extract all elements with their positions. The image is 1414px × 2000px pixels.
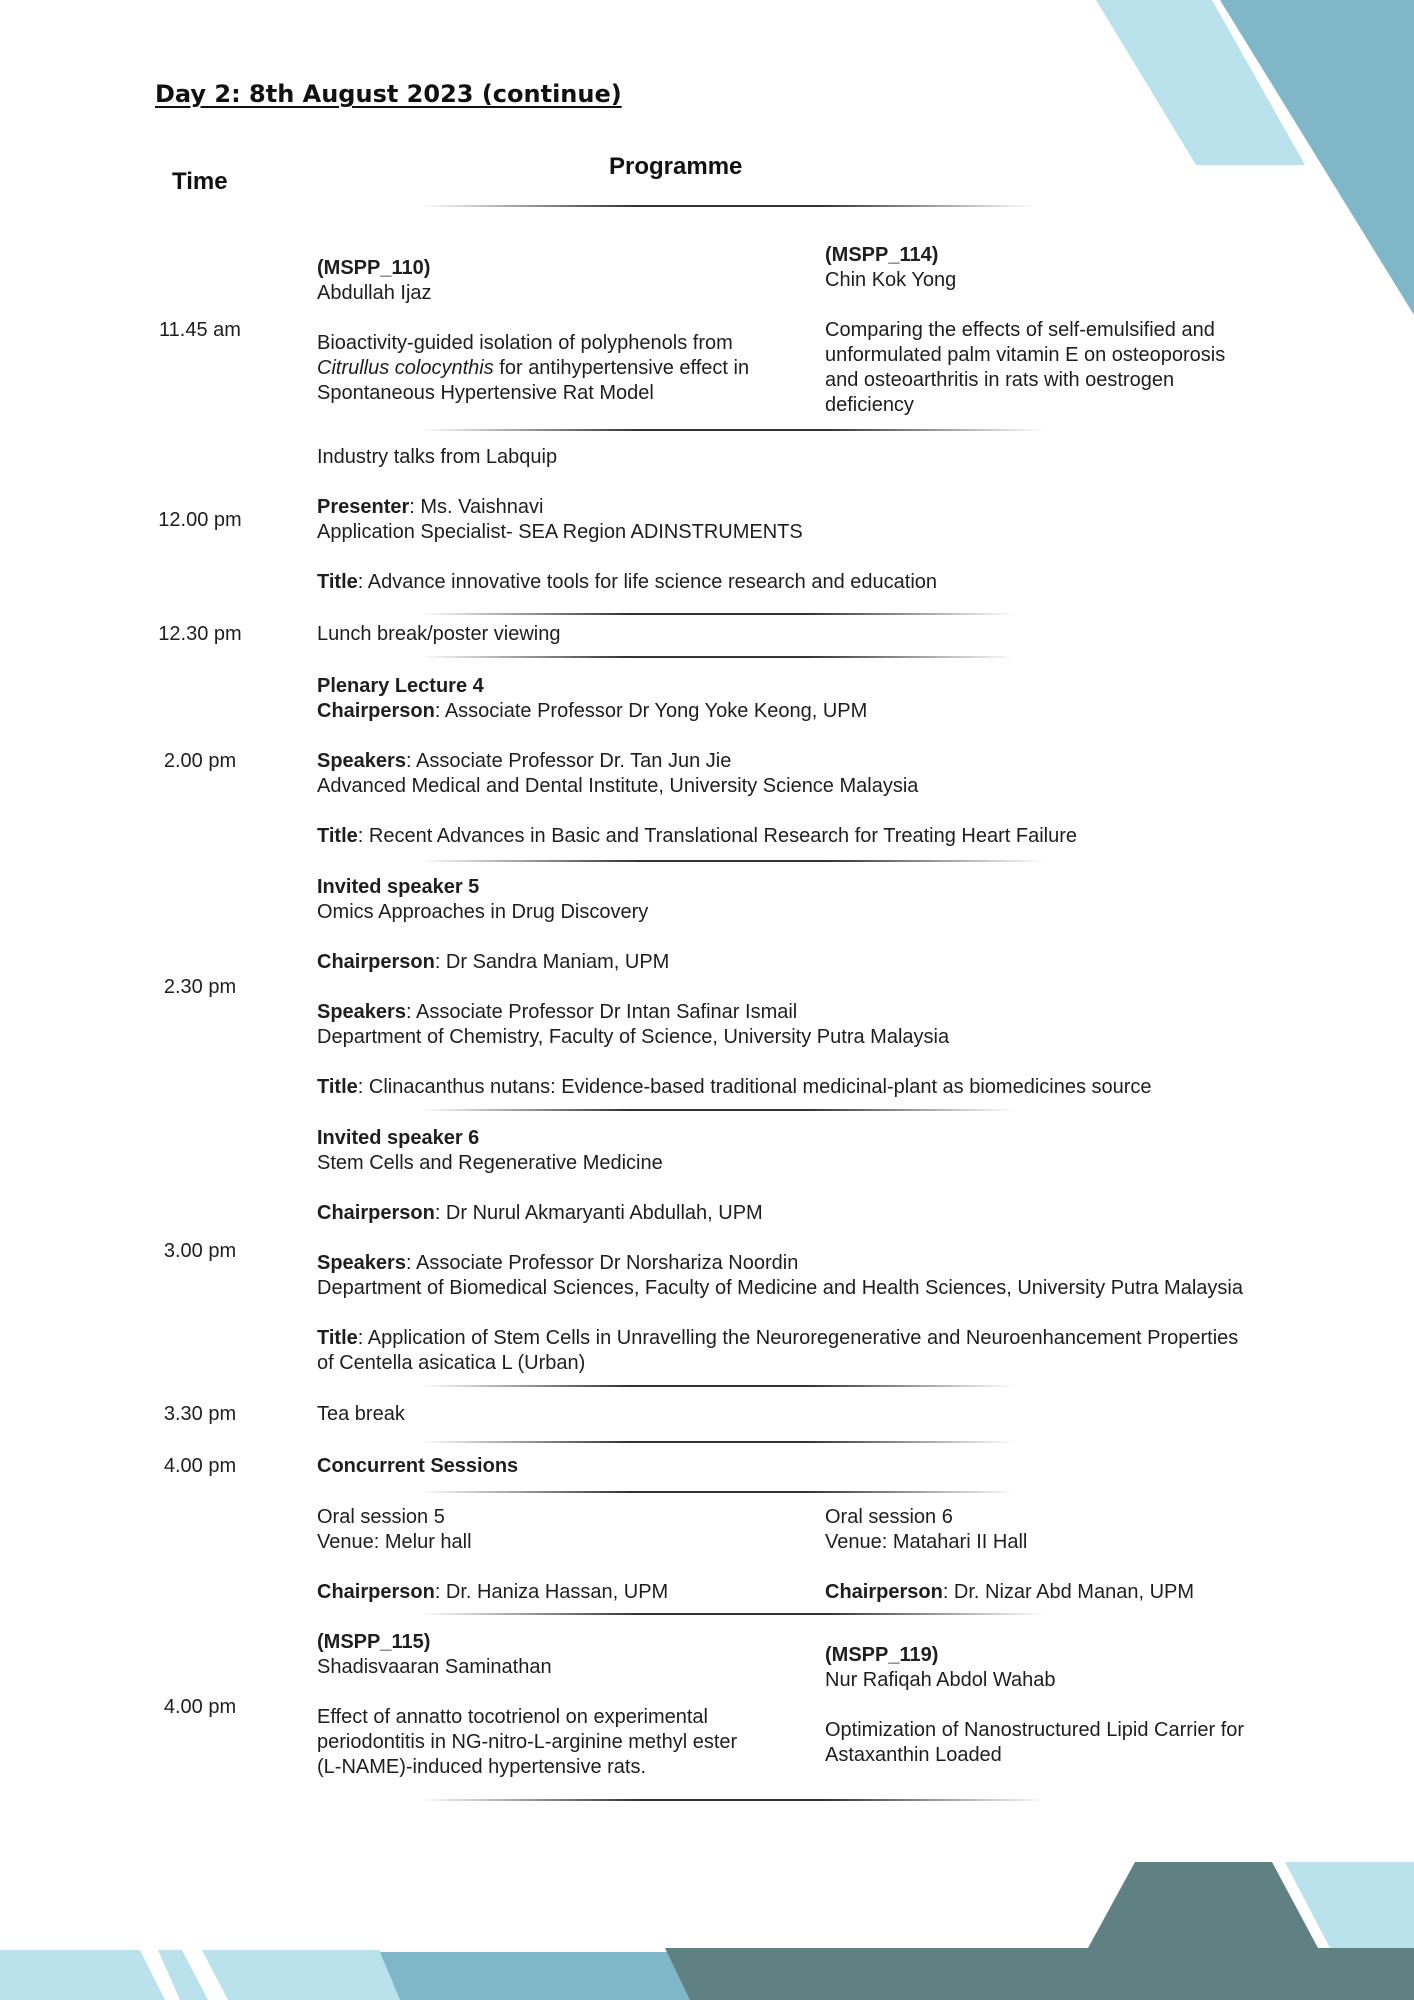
chairperson-label: Chairperson [825,1581,943,1603]
time-column-header: Time [172,168,228,195]
talk-title: : Recent Advances in Basic and Translational Research for Treating Heart Failure [357,825,1078,847]
abstract-title-line: deficiency [825,394,914,416]
chairperson-name: : Associate Professor Dr Yong Yoke Keong, UPM [434,700,868,722]
industry-talk-heading: Industry talks from Labquip [317,446,558,468]
time-slot: 4.00 pm [163,1455,237,1477]
title-label: Title [317,825,358,847]
time-slot: 12.30 pm [158,623,242,645]
programme-column-header: Programme [609,153,743,180]
session-heading: Invited speaker 6 [317,1127,480,1149]
abstract-title-italic: Citrullus colocynthis [317,357,494,379]
chairperson-name: : Dr Sandra Maniam, UPM [434,951,670,973]
plenary-lecture [317,674,1317,849]
session-name: Oral session 6 [825,1506,953,1528]
time-slot: 12.00 pm [158,509,242,531]
divider [420,613,1015,615]
speaker-name: : Associate Professor Dr Norshariza Noordin [405,1252,799,1274]
concurrent-sessions-heading [317,1454,518,1479]
abstract-title-line: and osteoarthritis in rats with oestrogen [825,369,1175,391]
divider [420,1441,1015,1443]
speakers-label: Speakers [317,750,406,772]
bottom-left-light-stripe-3 [202,1950,400,2000]
time-slot: 4.00 pm [163,1696,237,1718]
presenter-name: : Ms. Vaishnavi [409,496,544,518]
presenter-label: Presenter [317,496,410,518]
tea-break: Tea break [317,1403,405,1425]
oral-session-6 [825,1505,1315,1605]
concurrent-sessions-label: Concurrent Sessions [317,1455,519,1477]
abstract-right [825,1643,1315,1768]
abstract-title-line: Spontaneous Hypertensive Rat Model [317,382,654,404]
top-right-light-stripe [1096,0,1305,165]
title-label: Title [317,571,358,593]
abstract-title-line: Comparing the effects of self-emulsified and [825,319,1215,341]
session-name: Oral session 5 [317,1506,445,1528]
divider [420,1613,1045,1615]
talk-title: : Advance innovative tools for life science research and education [357,571,938,593]
chairperson-name: : Dr. Haniza Hassan, UPM [434,1581,669,1603]
abstract-title-line: unformulated palm vitamin E on osteoporosis [825,344,1226,366]
session-topic: Stem Cells and Regenerative Medicine [317,1152,663,1174]
session-topic: Omics Approaches in Drug Discovery [317,901,649,923]
divider [420,205,1035,207]
time-slot: 3.00 pm [163,1240,237,1262]
talk-title: : Application of Stem Cells in Unravelling the Neuroregenerative and Neuroenhancement Properties [357,1327,1239,1349]
abstract-title-line: (L-NAME)-induced hypertensive rats. [317,1756,647,1778]
abstract-title-line: Bioactivity-guided isolation of polyphenols from [317,332,733,354]
time-slot: 3.30 pm [163,1403,237,1425]
invited-speaker-5 [317,875,1317,1100]
abstract-code: (MSPP_115) [317,1631,431,1653]
divider [420,1385,1015,1387]
time-slot: 11.45 am [159,319,241,341]
abstract-presenter: Abdullah Ijaz [317,282,432,304]
speaker-affiliation: Department of Chemistry, Faculty of Science, University Putra Malaysia [317,1026,950,1048]
invited-speaker-6 [317,1126,1397,1376]
speaker-affiliation: Advanced Medical and Dental Institute, University Science Malaysia [317,775,919,797]
talk-title-line: of Centella asicatica L (Urban) [317,1352,586,1374]
divider [420,1799,1045,1801]
bottom-blue-stripe [380,1952,690,2000]
abstract-presenter: Nur Rafiqah Abdol Wahab [825,1669,1056,1691]
lunch-break: Lunch break/poster viewing [317,623,561,645]
title-label: Title [317,1076,358,1098]
abstract-title-line: Optimization of Nanostructured Lipid Carrier for [825,1719,1245,1741]
abstract-code: (MSPP_114) [825,244,939,266]
time-slot: 2.00 pm [163,750,237,772]
abstract-title-line: for antihypertensive effect in [493,357,750,379]
session-heading: Invited speaker 5 [317,876,480,898]
abstract-presenter: Chin Kok Yong [825,269,957,291]
bottom-left-light-stripe-2 [158,1950,208,2000]
speaker-affiliation: Department of Biomedical Sciences, Faculty of Medicine and Health Sciences, University Putra Malaysia [317,1277,1243,1299]
chairperson-name: : Dr. Nizar Abd Manan, UPM [942,1581,1195,1603]
chairperson-label: Chairperson [317,700,435,722]
abstract-title-line: Effect of annatto tocotrienol on experimental [317,1706,708,1728]
abstract-presenter: Shadisvaaran Saminathan [317,1656,552,1678]
chairperson-name: : Dr Nurul Akmaryanti Abdullah, UPM [434,1202,763,1224]
talk-title: : Clinacanthus nutans: Evidence-based traditional medicinal-plant as biomedicines source [357,1076,1152,1098]
abstract-title-line: Astaxanthin Loaded [825,1744,1002,1766]
divider [420,429,1045,431]
industry-talk [317,445,1267,595]
page-heading: Day 2: 8th August 2023 (continue) [155,80,622,108]
divider [420,656,1015,658]
session-venue: Venue: Matahari II Hall [825,1531,1028,1553]
abstract-title-line: periodontitis in NG-nitro-L-arginine methyl ester [317,1731,738,1753]
speakers-label: Speakers [317,1001,406,1023]
abstract-left [317,1630,807,1780]
chairperson-label: Chairperson [317,1581,435,1603]
abstract-code: (MSPP_119) [825,1644,939,1666]
divider [420,1109,1015,1111]
session-venue: Venue: Melur hall [317,1531,472,1553]
title-label: Title [317,1327,358,1349]
abstract-left [317,256,807,406]
bottom-left-light-stripe [0,1950,165,2000]
abstract-code: (MSPP_110) [317,257,431,279]
chairperson-label: Chairperson [317,1202,435,1224]
oral-session-5 [317,1505,807,1605]
session-heading: Plenary Lecture 4 [317,675,484,697]
presenter-role: Application Specialist- SEA Region ADINSTRUMENTS [317,521,803,543]
divider [420,1491,1015,1493]
chairperson-label: Chairperson [317,951,435,973]
divider [420,860,1045,862]
speaker-name: : Associate Professor Dr. Tan Jun Jie [405,750,732,772]
bottom-right-dark-block [1088,1862,1318,1948]
time-slot: 2.30 pm [163,976,237,998]
bottom-right-light-block [1285,1862,1414,1948]
bottom-dark-band [665,1948,1414,2000]
speakers-label: Speakers [317,1252,406,1274]
abstract-right [825,243,1305,418]
speaker-name: : Associate Professor Dr Intan Safinar Ismail [405,1001,798,1023]
